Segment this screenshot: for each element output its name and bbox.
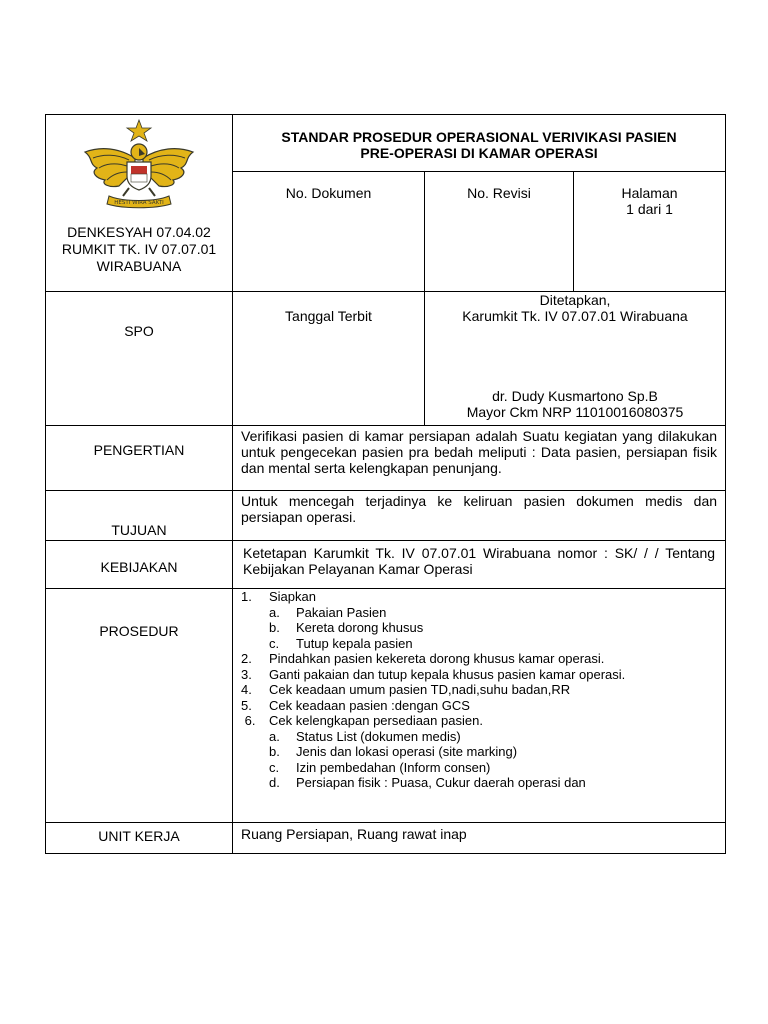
no-revisi-cell: [425, 172, 574, 292]
unit-kerja-text: Ruang Persiapan, Ruang rawat inap: [233, 823, 726, 854]
procedure-substep: a. Status List (dokumen medis): [269, 728, 461, 744]
signer-rank: Mayor Ckm NRP 11010016080375: [466, 404, 684, 420]
procedure-step: 4. Cek keadaan umum pasien TD,nadi,suhu badan,RR: [241, 682, 571, 697]
unit-kerja-label: UNIT KERJA: [98, 828, 180, 844]
pengertian-text: Verifikasi pasien di kamar persiapan adalah Suatu kegiatan yang dilakukan untuk pengecekan pasien pra bedah meliputi : Data pasien, persiapan fisik dan mental serta kelengkapan penunjang.: [233, 426, 726, 491]
tujuan-text: Untuk mencegah terjadinya ke keliruan pasien dokumen medis dan persiapan operasi.: [233, 491, 726, 541]
procedure-substep: d. Persiapan fisik : Puasa, Cukur daerah operasi dan: [269, 775, 586, 790]
halaman-value: 1 dari 1: [626, 201, 673, 217]
institution-line-1: DENKESYAH 07.04.02: [67, 224, 211, 240]
institution-line-2: RUMKIT TK. IV 07.07.01: [61, 241, 217, 257]
procedure-step: 5. Cek keadaan pasien :dengan GCS: [241, 697, 470, 713]
tanggal-terbit-label: Tanggal Terbit: [285, 308, 372, 324]
procedure-step: 3. Ganti pakaian dan tutup kepala khusus pasien kamar operasi.: [241, 666, 626, 682]
procedure-substep: c. Tutup kepala pasien: [269, 635, 413, 651]
halaman-label: Halaman: [621, 185, 678, 201]
procedure-substep: b. Jenis dan lokasi operasi (site marking): [269, 744, 518, 759]
karumkit-text: Karumkit Tk. IV 07.07.01 Wirabuana: [462, 308, 688, 324]
kebijakan-text: Ketetapan Karumkit Tk. IV 07.07.01 Wirabuana nomor : SK/ / / Tentang Kebijakan Pelayanan Kamar Operasi: [233, 541, 726, 589]
title-line-2: PRE-OPERASI DI KAMAR OPERASI: [360, 145, 598, 161]
title-line-1: STANDAR PROSEDUR OPERASIONAL VERIVIKASI PASIEN: [281, 129, 677, 145]
logo-motto: HESTI WIRA SAKTI: [114, 200, 164, 206]
no-dokumen-cell: [233, 172, 425, 292]
pengertian-label: PENGERTIAN: [93, 442, 185, 458]
procedure-substep: b. Kereta dorong khusus: [269, 620, 424, 635]
kebijakan-label-cell: [46, 541, 233, 589]
prosedur-label-cell: [46, 589, 233, 823]
procedure-step: 2. Pindahkan pasien kekereta dorong khusus kamar operasi.: [241, 651, 605, 666]
no-revisi-label: No. Revisi: [467, 185, 531, 201]
procedure-step: 1. Siapkan: [241, 589, 316, 604]
spo-label: SPO: [124, 323, 154, 339]
unit-kerja-label-cell: [46, 823, 233, 854]
institution-cell: [46, 115, 233, 292]
pengertian-label-cell: [46, 426, 233, 491]
ditetapkan-text: Ditetapkan,: [539, 292, 611, 308]
document-title: [233, 115, 726, 172]
kebijakan-label: KEBIJAKAN: [100, 559, 178, 575]
institution-line-3: WIRABUANA: [96, 258, 182, 274]
no-dokumen-label: No. Dokumen: [285, 185, 372, 201]
spo-table: [45, 114, 726, 854]
procedure-substep: c. Izin pembedahan (Inform consen): [269, 759, 491, 775]
prosedur-content: [233, 589, 726, 823]
tujuan-label-cell: [46, 491, 233, 541]
rumkit-logo: [79, 118, 199, 210]
signer-name: dr. Dudy Kusmartono Sp.B: [492, 388, 658, 404]
tujuan-label: TUJUAN: [111, 522, 167, 538]
halaman-cell: [574, 172, 726, 292]
prosedur-label: PROSEDUR: [99, 623, 179, 639]
approval-cell: [425, 292, 726, 426]
procedure-substep: a. Pakaian Pasien: [269, 604, 387, 620]
spo-label-cell: [46, 292, 233, 426]
procedure-step: 6. Cek kelengkapan persediaan pasien.: [241, 713, 483, 728]
tanggal-terbit-cell: [233, 292, 425, 426]
